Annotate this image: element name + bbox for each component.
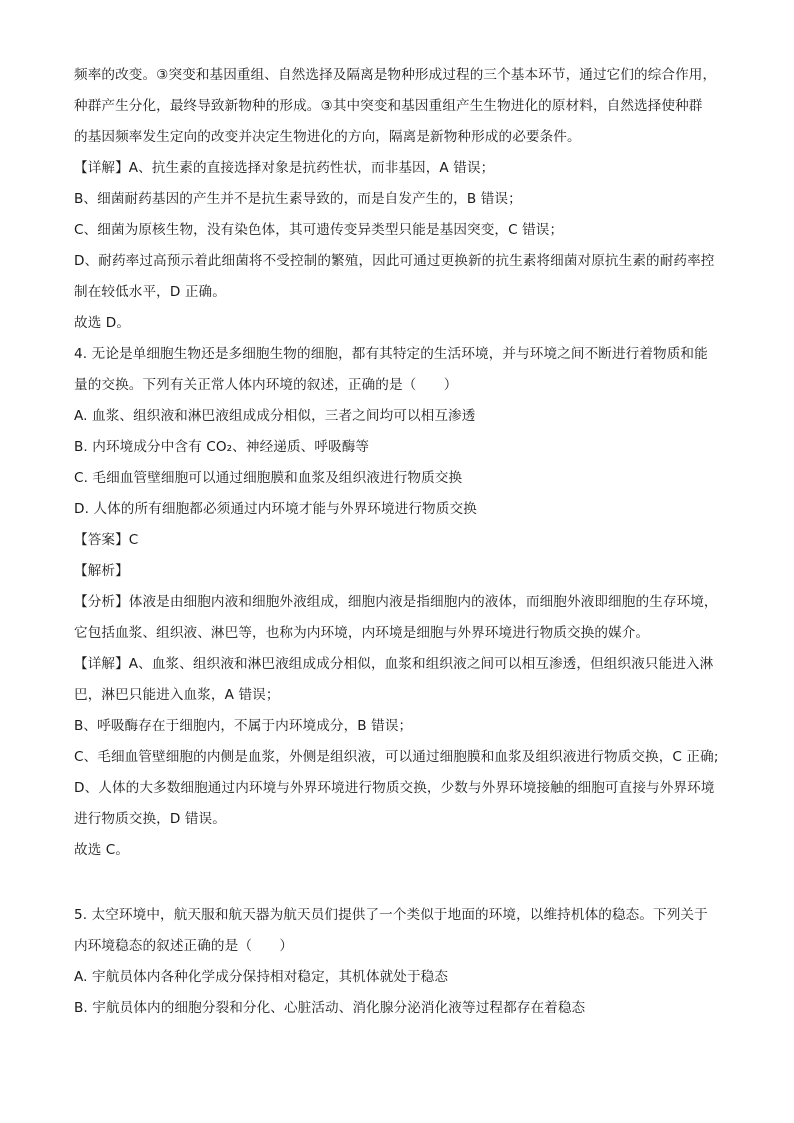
option-b: B. 宇航员体内的细胞分裂和分化、心脏活动、消化腺分泌消化液等过程都存在着稳态 bbox=[74, 1000, 586, 1016]
detail-line: 进行物质交换，D 错误。 bbox=[74, 811, 226, 827]
text-line: 的基因频率发生定向的改变并决定生物进化的方向，隔离是新物种形成的必要条件。 bbox=[74, 129, 581, 145]
detail-line: D、耐药率过高预示着此细菌将不受控制的繁殖，因此可通过更换新的抗生素将细菌对原抗生素的耐药率控 bbox=[74, 253, 715, 269]
analysis-line: 【分析】体液是由细胞内液和细胞外液组成，细胞内液是指细胞内的液体，而细胞外液即细胞的生存环境， bbox=[74, 594, 718, 610]
analysis-line: 它包括血浆、组织液、淋巴等，也称为内环境，内环境是细胞与外界环境进行物质交换的媒介。 bbox=[74, 625, 650, 641]
text-line: 种群产生分化，最终导致新物种的形成。③其中突变和基因重组产生生物进化的原材料，自然选择使种群 bbox=[74, 98, 703, 114]
option-d: D. 人体的所有细胞都必须通过内环境才能与外界环境进行物质交换 bbox=[74, 501, 477, 517]
text-line: 频率的改变。③突变和基因重组、自然选择及隔离是物种形成过程的三个基本环节，通过它们的综合作用， bbox=[74, 67, 717, 83]
detail-line: C、毛细血管壁细胞的内侧是血浆，外侧是组织液，可以通过细胞膜和血浆及组织液进行物质交换，C 正确; bbox=[74, 749, 719, 765]
question-stem: 5. 太空环境中，航天服和航天器为航天员们提供了一个类似于地面的环境，以维持机体的稳态。下列关于 bbox=[74, 907, 708, 923]
option-b: B. 内环境成分中含有 CO₂、神经递质、呼吸酶等 bbox=[74, 439, 370, 455]
option-c: C. 毛细血管壁细胞可以通过细胞膜和血浆及组织液进行物质交换 bbox=[74, 470, 463, 486]
question-stem: 4. 无论是单细胞生物还是多细胞生物的细胞，都有其特定的生活环境，并与环境之间不断进行着物质和能 bbox=[74, 346, 708, 362]
detail-line: D、人体的大多数细胞通过内环境与外界环境进行物质交换，少数与外界环境接触的细胞可直接与外界环境 bbox=[74, 780, 715, 796]
question-stem: 内环境稳态的叙述正确的是（ ） bbox=[74, 938, 294, 954]
analysis-heading: 【解析】 bbox=[74, 563, 129, 579]
detail-line: B、细菌耐药基因的产生并不是抗生素导致的，而是自发产生的，B 错误； bbox=[74, 191, 522, 207]
question-stem: 量的交换。下列有关正常人体内环境的叙述，正确的是（ ） bbox=[74, 377, 458, 393]
detail-line: C、细菌为原核生物，没有染色体，其可遗传变异类型只能是基因突变，C 错误； bbox=[74, 222, 564, 238]
detail-line: 制在较低水平，D 正确。 bbox=[74, 284, 226, 300]
conclusion: 故选 D。 bbox=[74, 315, 131, 331]
answer: 【答案】C bbox=[74, 532, 139, 548]
detail-line: B、呼吸酶存在于细胞内，不属于内环境成分，B 错误； bbox=[74, 718, 413, 734]
detail-line: 巴，淋巴只能进入血浆，A 错误； bbox=[74, 687, 280, 703]
detail-line: 【详解】A、抗生素的直接选择对象是抗药性状，而非基因，A 错误； bbox=[74, 160, 495, 176]
detail-line: 【详解】A、血浆、组织液和淋巴液组成成分相似，血浆和组织液之间可以相互渗透，但组织液只能进入淋 bbox=[74, 656, 714, 672]
option-a: A. 宇航员体内各种化学成分保持相对稳定，其机体就处于稳态 bbox=[74, 969, 449, 985]
option-a: A. 血浆、组织液和淋巴液组成成分相似，三者之间均可以相互渗透 bbox=[74, 408, 476, 424]
conclusion: 故选 C。 bbox=[74, 842, 130, 858]
